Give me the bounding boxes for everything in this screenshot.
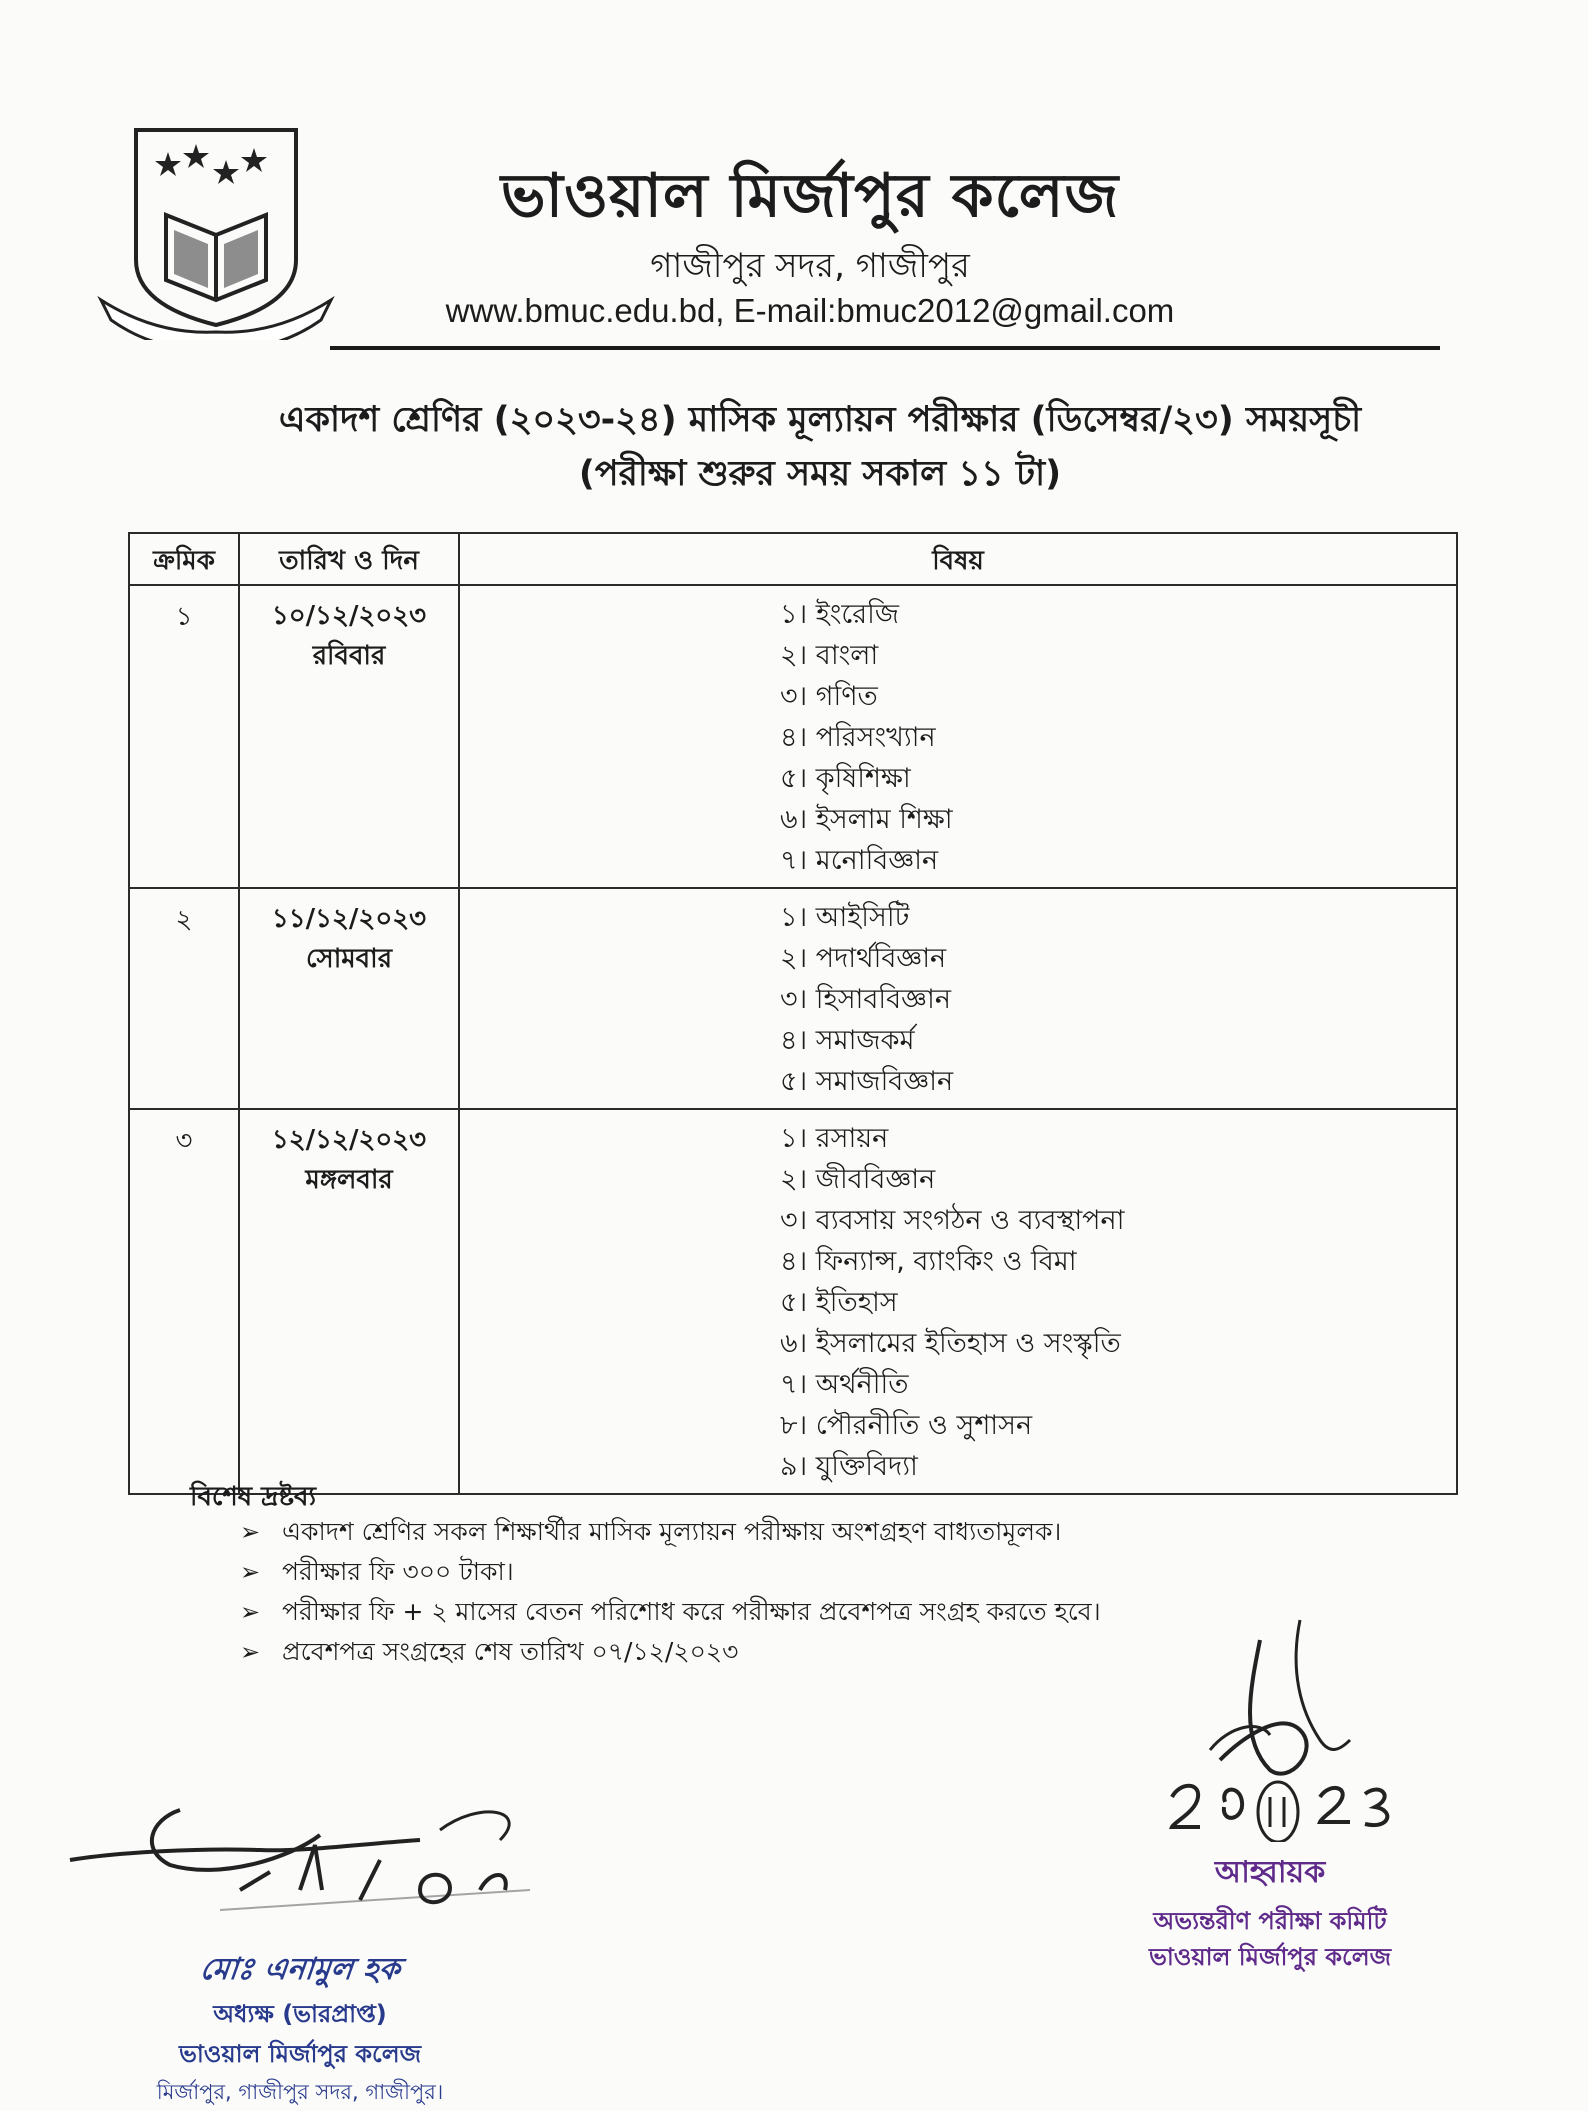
college-name: ভাওয়াল মির্জাপুর কলেজ [500, 161, 1120, 231]
arrow-bullet-icon: ➢ [240, 1558, 261, 1586]
table-row [129, 888, 1457, 1109]
subject-item: ৯। যুক্তিবিদ্যা [780, 1451, 918, 1482]
subject-item: ২। বাংলা [780, 640, 879, 671]
subject-item: ৪। সমাজকর্ম [780, 1025, 915, 1056]
subject-item: ৭। অর্থনীতি [780, 1369, 909, 1400]
row-serial: ২ [129, 888, 239, 1109]
row-serial: ৩ [129, 1109, 239, 1494]
note-item [240, 1552, 1101, 1592]
notes-heading: বিশেষ দ্রষ্টব্য [190, 1482, 317, 1512]
row-day: মঙ্গলবার [305, 1165, 393, 1195]
college-logo [96, 120, 336, 340]
header-divider [330, 346, 1440, 350]
row-date: ১০/১২/২০২৩ [271, 601, 427, 631]
principal-signature [60, 1740, 620, 1960]
notes-list [240, 1512, 1101, 1672]
subject-item: ৬। ইসলামের ইতিহাস ও সংস্কৃতি [780, 1328, 1121, 1359]
principal-college: ভাওয়াল মির্জাপুর কলেজ [178, 2040, 422, 2068]
convener-committee: অভ্যন্তরীণ পরীক্ষা কমিটি [1153, 1907, 1387, 1935]
subject-item: ২। পদার্থবিজ্ঞান [780, 943, 947, 974]
subject-item: ৩। হিসাববিজ্ঞান [780, 984, 951, 1015]
row-serial: ১ [129, 585, 239, 888]
row-day: রবিবার [312, 641, 386, 671]
note-item [240, 1592, 1101, 1632]
schedule-title: একাদশ শ্রেণির (২০২৩-২৪) মাসিক মূল্যায়ন পরীক্ষার (ডিসেম্বর/২৩) সময়সূচী [278, 400, 1362, 440]
header-serial: ক্রমিক [129, 533, 239, 585]
subject-item: ১। ইংরেজি [780, 599, 900, 630]
subject-item: ৩। ব্যবসায় সংগঠন ও ব্যবস্থাপনা [780, 1205, 1125, 1236]
row-subjects [459, 888, 1457, 1109]
row-subjects [459, 585, 1457, 888]
subject-item: ৬। ইসলাম শিক্ষা [780, 804, 953, 835]
note-item [240, 1512, 1101, 1552]
header-subject: বিষয় [459, 533, 1457, 585]
schedule-table [128, 532, 1458, 1495]
subject-item: ৩। গণিত [780, 681, 878, 712]
principal-address: মির্জাপুর, গাজীপুর সদর, গাজীপুর। [156, 2080, 444, 2104]
subject-item: ৪। পরিসংখ্যান [780, 722, 936, 753]
principal-name: মোঃ এনামুল হক [198, 1952, 402, 1987]
note-text: পরীক্ষার ফি ৩০০ টাকা। [282, 1557, 514, 1586]
arrow-bullet-icon: ➢ [240, 1638, 261, 1666]
row-date-day [239, 888, 459, 1109]
table-header-row [129, 533, 1457, 585]
subject-item: ১। রসায়ন [780, 1123, 889, 1154]
convener-college: ভাওয়াল মির্জাপুর কলেজ [1148, 1943, 1392, 1971]
note-text: একাদশ শ্রেণির সকল শিক্ষার্থীর মাসিক মূল্যায়ন পরীক্ষায় অংশগ্রহণ বাধ্যতামূলক। [282, 1517, 1062, 1546]
college-address: গাজীপুর সদর, গাজীপুর [650, 246, 970, 286]
subject-item: ৪। ফিন্যান্স, ব্যাংকিং ও বিমা [780, 1246, 1077, 1277]
row-subjects [459, 1109, 1457, 1494]
convener-title: আহ্বায়ক [1214, 1855, 1326, 1890]
subject-item: ১। আইসিটি [780, 902, 910, 933]
table-row [129, 1109, 1457, 1494]
subject-item: ৮। পৌরনীতি ও সুশাসন [780, 1410, 1033, 1441]
row-day: সোমবার [305, 944, 392, 974]
principal-title: অধ্যক্ষ (ভারপ্রাপ্ত) [213, 2000, 387, 2028]
convener-handwritten-date [1160, 1772, 1420, 1842]
row-date: ১১/১২/২০২৩ [271, 904, 427, 934]
schedule-subtitle: (পরীক্ষা শুরুর সময় সকাল ১১ টা) [578, 454, 1062, 494]
row-date-day [239, 1109, 459, 1494]
arrow-bullet-icon: ➢ [240, 1598, 261, 1626]
subject-item: ৫। সমাজবিজ্ঞান [780, 1066, 954, 1097]
note-text: পরীক্ষার ফি + ২ মাসের বেতন পরিশোধ করে পরীক্ষার প্রবেশপত্র সংগ্রহ করতে হবে। [282, 1597, 1101, 1626]
college-contact: www.bmuc.edu.bd, E-mail:bmuc2012@gmail.com [445, 292, 1175, 329]
convener-stamp [1090, 1848, 1450, 1975]
arrow-bullet-icon: ➢ [240, 1518, 261, 1546]
header-date-day: তারিখ ও দিন [239, 533, 459, 585]
principal-stamp [130, 1945, 470, 2111]
subject-item: ২। জীববিজ্ঞান [780, 1164, 936, 1195]
subject-item: ৫। ইতিহাস [780, 1287, 898, 1318]
row-date: ১২/১২/২০২৩ [271, 1125, 427, 1155]
subject-item: ৫। কৃষিশিক্ষা [780, 763, 911, 794]
note-text: প্রবেশপত্র সংগ্রহের শেষ তারিখ ০৭/১২/২০২৩ [282, 1637, 739, 1666]
note-item [240, 1632, 1101, 1672]
row-date-day [239, 585, 459, 888]
table-row [129, 585, 1457, 888]
subject-item: ৭। মনোবিজ্ঞান [780, 845, 939, 876]
